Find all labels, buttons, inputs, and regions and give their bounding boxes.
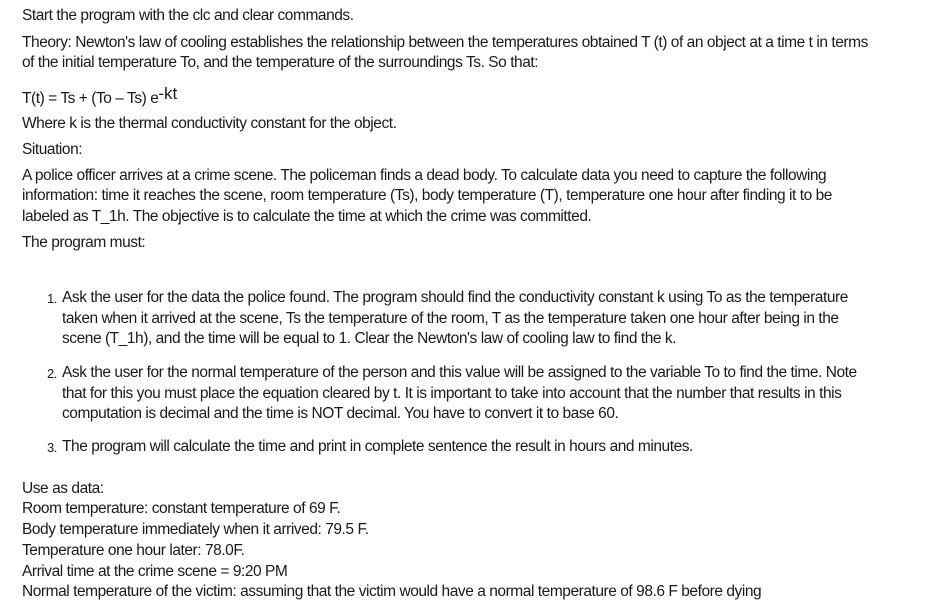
situation-line-1: A police officer arrives at a crime scene. The policeman finds a dead body. To calculate data you need to capture the following — [22, 167, 827, 184]
step-1-line-1: Ask the user for the data the police found. The program should find the conductivity constant k using To as the temperature — [62, 289, 848, 306]
cooling-formula — [22, 84, 178, 109]
situation-line-3: labeled as T_1h. The objective is to calculate the time at which the crime was committed. — [22, 208, 592, 225]
situation-line-2: information: time it reaches the scene, room temperature (Ts), body temperature (T), temperature one hour after finding it to be — [22, 187, 832, 204]
step-3-line-1: The program will calculate the time and print in complete sentence the result in hours and minutes. — [62, 438, 693, 455]
body-temperature-line: Body temperature immediately when it arrived: 79.5 F. — [22, 521, 369, 538]
arrival-time-line: Arrival time at the crime scene = 9:20 PM — [22, 563, 288, 580]
theory-line-1: Theory: Newton's law of cooling establishes the relationship between the temperatures obtained T (t) of an object at a time t in terms — [22, 34, 868, 51]
data-heading: Use as data: — [22, 480, 104, 497]
step-2-line-2: that for this you must place the equation cleared by t. It is important to take into account that the number that results in this — [62, 385, 842, 402]
step-3-number: 3. — [47, 440, 57, 455]
start-instruction: Start the program with the clc and clear commands. — [22, 7, 354, 24]
step-2-line-1: Ask the user for the normal temperature of the person and this value will be assigned to the variable To to find the time. Note — [62, 364, 857, 381]
program-must-label: The program must: — [22, 234, 146, 251]
formula-base: T(t) = Ts + (To – Ts) e — [22, 90, 159, 107]
hour-later-temperature-line: Temperature one hour later: 78.0F. — [22, 542, 245, 559]
step-1-line-2: taken when it arrived at the scene, Ts the temperature of the room, T as the temperature taken one hour after being in the — [62, 310, 839, 327]
room-temperature-line: Room temperature: constant temperature of 69 F. — [22, 500, 341, 517]
step-2-line-3: computation is decimal and the time is NOT decimal. You have to convert it to base 60. — [62, 405, 619, 422]
step-2-number: 2. — [47, 366, 57, 381]
formula-exponent: -kt — [158, 84, 178, 103]
theory-line-2: of the initial temperature To, and the temperature of the surroundings Ts. So that: — [22, 54, 539, 71]
situation-label: Situation: — [22, 141, 83, 158]
step-1-line-3: scene (T_1h), and the time will be equal to 1. Clear the Newton's law of cooling law to find the k. — [62, 330, 677, 347]
step-1-number: 1. — [47, 291, 57, 306]
where-k-line: Where k is the thermal conductivity constant for the object. — [22, 115, 397, 132]
normal-temperature-line: Normal temperature of the victim: assuming that the victim would have a normal temperature of 98.6 F before dying — [22, 583, 762, 600]
